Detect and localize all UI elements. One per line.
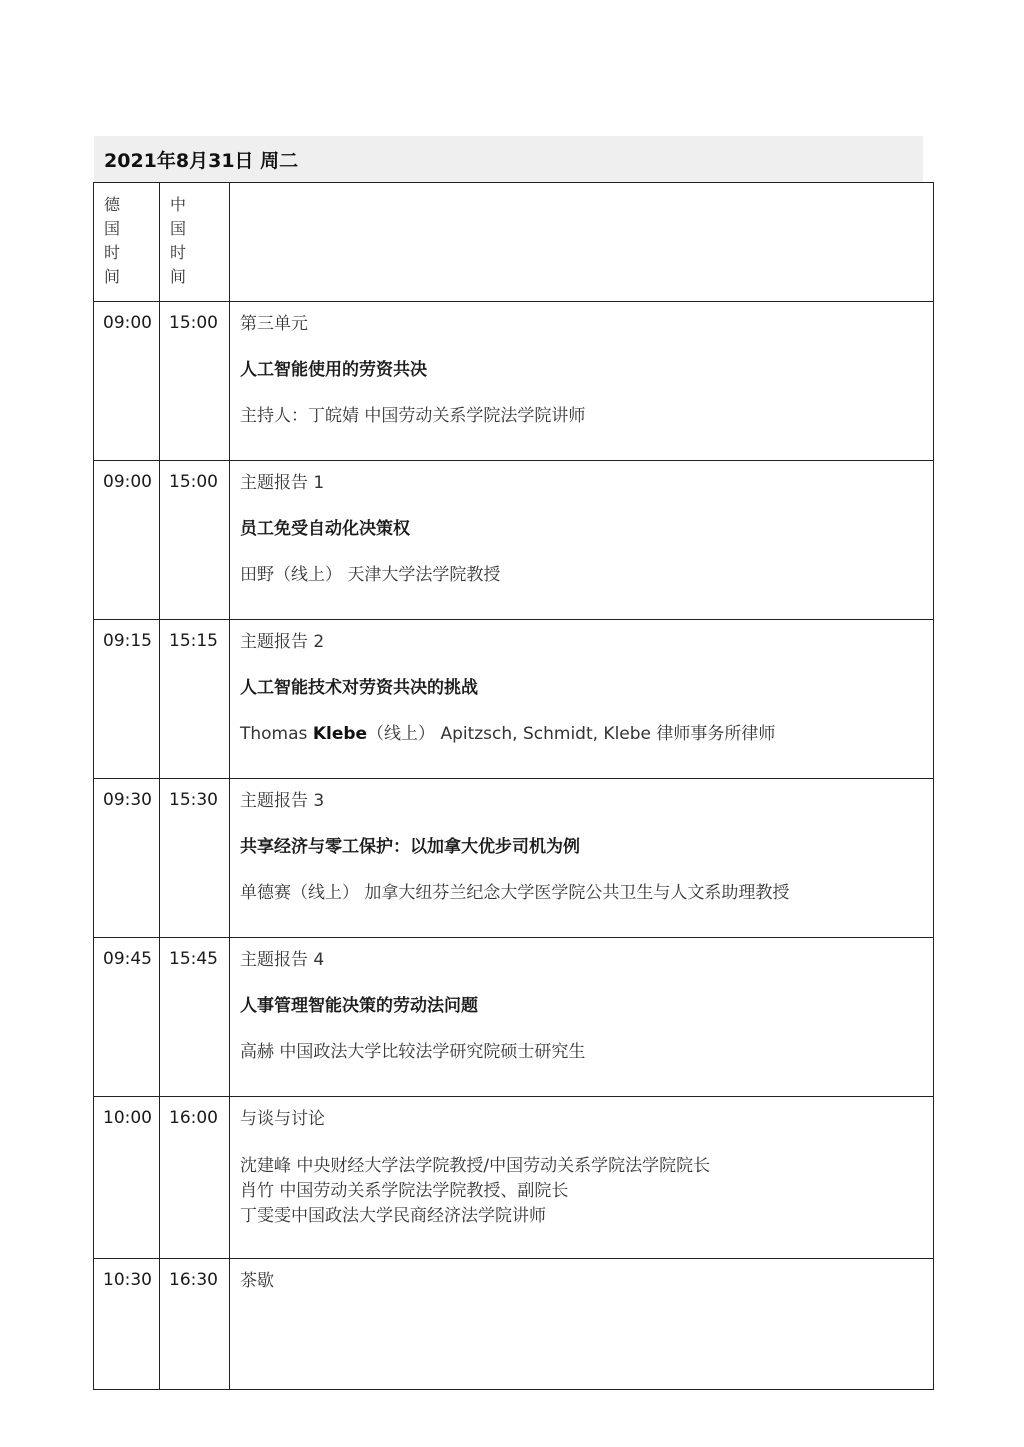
speaker: 单德赛（线上） 加拿大纽芬兰纪念大学医学院公共卫生与人文系助理教授	[240, 883, 790, 903]
speaker	[240, 723, 933, 745]
china-time: 15:00	[160, 461, 230, 620]
table-row	[94, 1259, 934, 1390]
table-row	[94, 1097, 934, 1259]
china-time: 16:00	[160, 1097, 230, 1259]
session-title: 人事管理智能决策的劳动法问题	[240, 996, 478, 1016]
session-cell	[230, 620, 934, 779]
content-header	[230, 183, 934, 302]
speaker-affiliation: （线上） Apitzsch, Schmidt, Klebe 律师事务所律师	[367, 724, 776, 744]
header-char: 中	[170, 195, 187, 214]
session-label: 茶歇	[240, 1271, 274, 1291]
german-time: 09:00	[94, 461, 160, 620]
panelist: 肖竹 中国劳动关系学院法学院教授、副院长	[240, 1181, 569, 1201]
session-label: 主题报告 4	[240, 950, 325, 970]
header-char: 时	[104, 243, 121, 262]
session-cell	[230, 461, 934, 620]
header-char: 国	[104, 219, 121, 238]
german-time: 09:45	[94, 938, 160, 1097]
session-title: 人工智能使用的劳资共决	[240, 360, 427, 380]
german-time: 10:30	[94, 1259, 160, 1390]
session-label: 第三单元	[240, 314, 308, 334]
table-row	[94, 938, 934, 1097]
german-time: 09:00	[94, 302, 160, 461]
session-title: 员工免受自动化决策权	[240, 519, 410, 539]
panelist-list	[240, 1154, 933, 1229]
speaker-first-name: Thomas	[240, 724, 313, 744]
german-time: 09:30	[94, 779, 160, 938]
china-time: 15:00	[160, 302, 230, 461]
table-row	[94, 302, 934, 461]
china-time-header	[160, 183, 230, 302]
china-time: 15:30	[160, 779, 230, 938]
table-row	[94, 779, 934, 938]
session-label: 主题报告 3	[240, 791, 325, 811]
session-cell	[230, 938, 934, 1097]
session-label: 主题报告 1	[240, 473, 325, 493]
date-header: 2021年8月31日 周二	[94, 136, 923, 182]
session-cell	[230, 302, 934, 461]
panelist: 沈建峰 中央财经大学法学院教授/中国劳动关系学院法学院院长	[240, 1156, 711, 1176]
table-row	[94, 461, 934, 620]
session-title: 人工智能技术对劳资共决的挑战	[240, 678, 478, 698]
header-char: 间	[104, 267, 121, 286]
german-time: 09:15	[94, 620, 160, 779]
speaker: 田野（线上） 天津大学法学院教授	[240, 565, 501, 585]
china-time: 16:30	[160, 1259, 230, 1390]
german-time-header	[94, 183, 160, 302]
panelist: 丁雯雯中国政法大学民商经济法学院讲师	[240, 1206, 546, 1226]
moderator: 主持人：丁皖婧 中国劳动关系学院法学院讲师	[240, 406, 586, 426]
table-header-row	[94, 183, 934, 302]
session-label: 主题报告 2	[240, 632, 325, 652]
header-char: 间	[170, 267, 187, 286]
schedule-table	[93, 182, 934, 1390]
session-cell	[230, 779, 934, 938]
session-title: 共享经济与零工保护：以加拿大优步司机为例	[240, 837, 580, 857]
header-char: 德	[104, 195, 121, 214]
table-row	[94, 620, 934, 779]
china-time: 15:15	[160, 620, 230, 779]
german-time: 10:00	[94, 1097, 160, 1259]
header-char: 时	[170, 243, 187, 262]
session-label: 与谈与讨论	[240, 1109, 325, 1129]
speaker-last-name: Klebe	[312, 724, 368, 744]
china-time: 15:45	[160, 938, 230, 1097]
speaker: 高赫 中国政法大学比较法学研究院硕士研究生	[240, 1042, 586, 1062]
session-cell	[230, 1097, 934, 1259]
header-char: 国	[170, 219, 187, 238]
session-cell	[230, 1259, 934, 1390]
